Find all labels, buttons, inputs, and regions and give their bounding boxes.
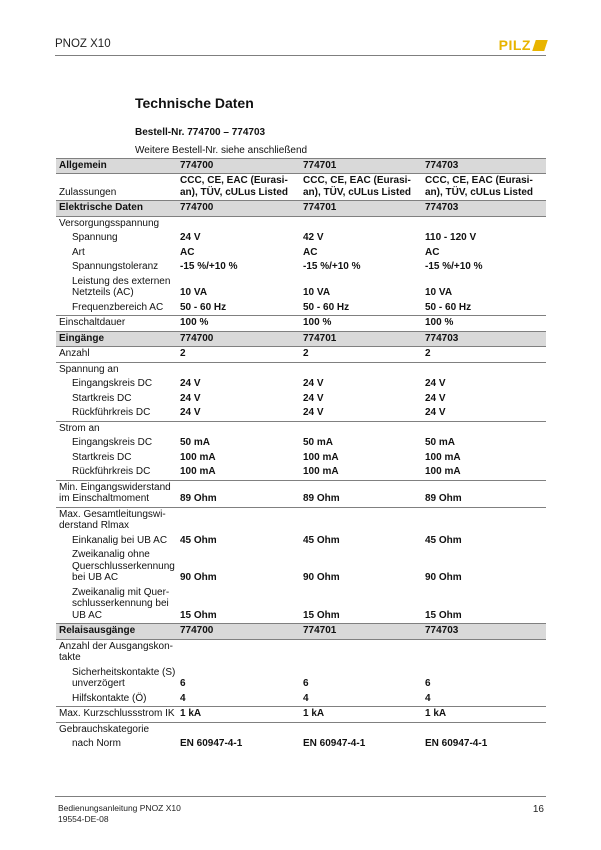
param-label: Spannung	[72, 232, 118, 243]
value-cell: 90 Ohm	[303, 572, 340, 583]
value-cell: 2	[180, 348, 186, 359]
value-cell: 24 V	[303, 407, 324, 418]
order-number-cell: 774703	[423, 624, 546, 640]
value-cell	[423, 639, 546, 666]
spec-row	[56, 421, 546, 436]
value-cell	[301, 421, 423, 436]
value-cell: AC	[425, 246, 440, 258]
order-number-cell: 774703	[423, 201, 546, 217]
param-label: Zweikanalig mit Quer-schlusserkennung bei UB AC	[72, 586, 170, 621]
value-cell: 89 Ohm	[423, 480, 546, 507]
value-cell: 24 V	[303, 392, 324, 404]
value-cell	[423, 421, 546, 436]
param-label: Startkreis DC	[72, 451, 132, 463]
order-number-cell: 774700	[178, 158, 301, 174]
logo-text: PILZ	[498, 37, 531, 53]
param-label: Spannung an	[56, 362, 178, 377]
value-cell: 45 Ohm	[425, 534, 462, 546]
param-label: Eingangskreis DC	[72, 437, 153, 448]
param-label: Max. Gesamtleitungswi-derstand Rlmax	[56, 507, 178, 534]
value-cell: 15 Ohm	[180, 609, 217, 621]
param-label: Startkreis DC	[72, 392, 132, 404]
value-cell: EN 60947-4-1	[180, 738, 243, 749]
value-cell: 4	[303, 692, 309, 704]
value-cell: 100 mA	[180, 451, 216, 463]
value-cell: EN 60947-4-1	[425, 738, 488, 749]
order-number-cell: 774701	[301, 201, 423, 217]
value-cell: 24 V	[303, 378, 324, 389]
value-cell: CCC, CE, EAC (Eurasi-an), TÜV, cULus Listed	[303, 175, 411, 198]
value-cell: 50 mA	[180, 437, 211, 448]
footer-doc-info	[58, 803, 181, 825]
footer-doc-id: 19554-DE-08	[58, 814, 109, 824]
value-cell: 24 V	[425, 392, 446, 404]
value-cell: AC	[303, 246, 318, 258]
value-cell: -15 %/+10 %	[180, 261, 238, 272]
value-cell	[178, 639, 301, 666]
spec-row	[56, 737, 546, 752]
section-label: Allgemein	[56, 158, 178, 174]
param-label: Gebrauchskategorie	[56, 722, 178, 737]
spec-row	[56, 507, 546, 534]
value-cell: 100 %	[178, 316, 301, 332]
value-cell: 50 - 60 Hz	[425, 301, 472, 313]
order-number-cell: 774701	[301, 331, 423, 347]
spec-row	[56, 534, 546, 549]
param-label: nach Norm	[72, 738, 121, 749]
order-number-cell: 774700	[178, 624, 301, 640]
spec-row	[56, 377, 546, 392]
value-cell: 89 Ohm	[178, 480, 301, 507]
value-cell: 24 V	[180, 392, 201, 404]
value-cell: 100 mA	[425, 451, 461, 463]
value-cell: 24 V	[180, 407, 201, 418]
order-number-cell: 774700	[178, 201, 301, 217]
param-label: Rückführkreis DC	[72, 466, 151, 477]
value-cell: 110 - 120 V	[425, 232, 477, 243]
value-cell: 100 mA	[425, 466, 461, 477]
value-cell: 6	[180, 678, 186, 689]
value-cell: CCC, CE, EAC (Eurasi-an), TÜV, cULus Listed	[425, 175, 533, 198]
spec-row	[56, 260, 546, 275]
value-cell	[423, 507, 546, 534]
section-label: Relaisausgänge	[56, 624, 178, 640]
spec-table	[56, 142, 546, 752]
value-cell: 10 VA	[180, 287, 208, 298]
value-cell: 50 mA	[303, 437, 334, 448]
param-label: Einschaltdauer	[56, 316, 178, 332]
value-cell: 10 VA	[303, 287, 331, 298]
spec-row	[56, 362, 546, 377]
spec-row	[56, 347, 546, 363]
param-label: Strom an	[56, 421, 178, 436]
spec-row	[56, 316, 546, 332]
value-cell	[301, 362, 423, 377]
section-header-row	[56, 158, 546, 174]
spec-row	[56, 451, 546, 466]
spec-row	[56, 301, 546, 316]
param-label: Zweikanalig ohne Querschlusserkennung bei UB AC	[72, 549, 175, 583]
value-cell: 15 Ohm	[425, 609, 462, 621]
note-row	[56, 142, 546, 158]
spec-row	[56, 722, 546, 737]
value-cell: -15 %/+10 %	[303, 261, 361, 272]
spec-row	[56, 246, 546, 261]
value-cell: 10 VA	[425, 287, 453, 298]
spec-row	[56, 275, 546, 301]
value-cell: 4	[425, 692, 431, 704]
section-title: Technische Daten	[135, 95, 254, 111]
value-cell: 4	[180, 692, 186, 704]
value-cell: 24 V	[425, 407, 446, 418]
param-label: Frequenzbereich AC	[72, 301, 164, 313]
spec-row	[56, 639, 546, 666]
param-label: Hilfskontakte (Ö)	[72, 692, 147, 704]
value-cell: 15 Ohm	[303, 609, 340, 621]
value-cell	[301, 507, 423, 534]
value-cell	[423, 362, 546, 377]
spec-row	[56, 586, 546, 624]
value-cell	[178, 507, 301, 534]
value-cell	[178, 421, 301, 436]
order-number: Bestell-Nr. 774700 – 774703	[135, 127, 266, 138]
spec-row	[56, 216, 546, 231]
order-number-cell: 774701	[301, 624, 423, 640]
note-text: Weitere Bestell-Nr. siehe anschließend	[135, 145, 308, 156]
param-label: Versorgungsspannung	[59, 217, 160, 229]
spec-row	[56, 707, 546, 723]
value-cell: 50 mA	[425, 437, 456, 448]
value-cell: 50 - 60 Hz	[180, 301, 227, 313]
param-label: Max. Kurzschlussstrom IK	[56, 707, 178, 723]
value-cell: 90 Ohm	[425, 572, 462, 583]
param-label: Anzahl	[59, 348, 90, 359]
spec-row	[56, 548, 546, 586]
order-number-cell: 774703	[423, 158, 546, 174]
order-number-cell: 774703	[423, 331, 546, 347]
spec-row	[56, 465, 546, 480]
value-cell: -15 %/+10 %	[425, 261, 483, 272]
value-cell	[301, 722, 423, 737]
value-cell: 45 Ohm	[303, 534, 340, 546]
value-cell: 100 %	[423, 316, 546, 332]
section-label: Elektrische Daten	[56, 201, 178, 217]
value-cell: 2	[425, 348, 431, 359]
value-cell	[301, 216, 423, 231]
value-cell: 89 Ohm	[301, 480, 423, 507]
value-cell: 1 kA	[301, 707, 423, 723]
order-number-cell: 774701	[301, 158, 423, 174]
value-cell: 6	[303, 678, 309, 689]
order-number-cell: 774700	[178, 331, 301, 347]
value-cell: 1 kA	[423, 707, 546, 723]
value-cell: 24 V	[425, 378, 446, 389]
value-cell: 50 - 60 Hz	[303, 301, 350, 313]
value-cell	[178, 216, 301, 231]
footer-rule	[55, 796, 546, 797]
section-label: Eingänge	[56, 331, 178, 347]
value-cell: 90 Ohm	[180, 572, 217, 583]
spec-row	[56, 480, 546, 507]
header-rule	[55, 55, 546, 56]
param-label: Zulassungen	[59, 186, 117, 198]
param-label: Spannungstoleranz	[72, 261, 159, 272]
value-cell: 24 V	[180, 232, 201, 243]
value-cell	[178, 722, 301, 737]
logo-mark-icon	[532, 40, 548, 51]
value-cell: 100 mA	[303, 466, 339, 477]
value-cell	[301, 639, 423, 666]
spec-row	[56, 436, 546, 451]
value-cell: 42 V	[303, 232, 324, 243]
page-header	[55, 38, 546, 56]
header-title: PNOZ X10	[55, 38, 111, 50]
value-cell: 1 kA	[178, 707, 301, 723]
spec-row	[56, 406, 546, 421]
value-cell	[178, 362, 301, 377]
page-number: 16	[532, 804, 544, 815]
param-label: Anzahl der Ausgangskon-takte	[59, 640, 173, 663]
value-cell: 24 V	[180, 378, 201, 389]
spec-row	[56, 174, 546, 201]
value-cell: 100 mA	[180, 466, 216, 477]
value-cell	[423, 722, 546, 737]
param-label: Rückführkreis DC	[72, 407, 151, 418]
value-cell: 6	[425, 678, 431, 689]
param-label: Einkanalig bei UB AC	[72, 534, 168, 546]
param-label: Leistung des externen Netzteils (AC)	[72, 275, 171, 298]
spec-row	[56, 692, 546, 707]
section-header-row	[56, 624, 546, 640]
param-label: Art	[72, 246, 85, 258]
value-cell: AC	[180, 246, 195, 258]
param-label: Min. Eingangswiderstand im Einschaltmoment	[56, 480, 178, 507]
pilz-logo	[499, 37, 546, 53]
spec-row	[56, 392, 546, 407]
value-cell: 100 %	[301, 316, 423, 332]
value-cell: 45 Ohm	[180, 534, 217, 546]
param-label: Eingangskreis DC	[72, 378, 153, 389]
value-cell: CCC, CE, EAC (Eurasi-an), TÜV, cULus Listed	[180, 175, 288, 198]
section-header-row	[56, 331, 546, 347]
value-cell: 100 mA	[303, 451, 339, 463]
spec-row	[56, 231, 546, 246]
value-cell: EN 60947-4-1	[303, 738, 366, 749]
section-header-row	[56, 201, 546, 217]
value-cell: 2	[303, 348, 309, 359]
param-label: Sicherheitskontakte (S) unverzögert	[72, 666, 176, 689]
value-cell	[423, 216, 546, 231]
spec-row	[56, 666, 546, 692]
footer-doc-title: Bedienungsanleitung PNOZ X10	[58, 803, 181, 813]
